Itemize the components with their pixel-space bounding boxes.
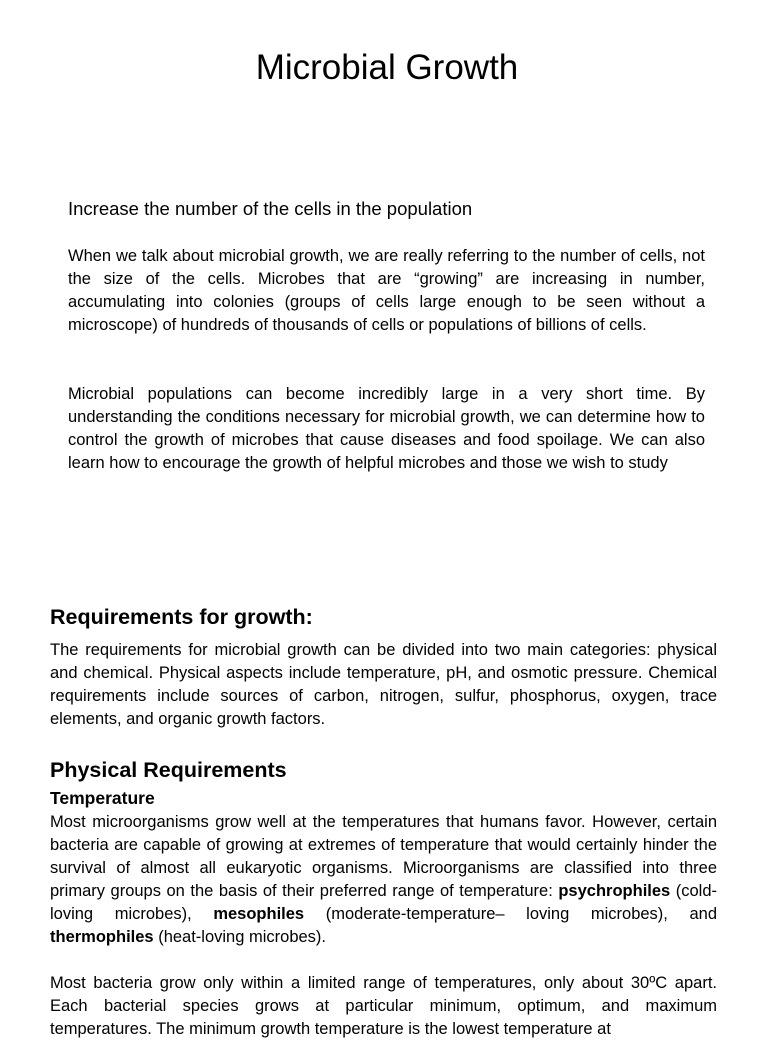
physical-requirements-heading: Physical Requirements bbox=[50, 758, 287, 782]
document-title: Microbial Growth bbox=[255, 48, 519, 87]
term-psychrophiles: psychrophiles bbox=[558, 882, 671, 900]
intro-heading: Increase the number of the cells in the population bbox=[68, 198, 473, 219]
intro-paragraph-1: When we talk about microbial growth, we are really referring to the number of cells, not the size of the cells. Microbes that are “growing” are increasing in number, accumulating into colonies (groups of cells large enough to be seen without a microscope) of hundreds of thousands of cells or populations of billions of cells. bbox=[68, 247, 705, 334]
temperature-text-part-1: Most microorganisms grow well at the temperatures that humans favor. However, certain bacteria are capable of growing at extremes of temperature that would certainly hinder the survival of almost all eukaryotic organisms. Microorganisms are classified into three primary groups on the basis of their preferred range of temperature: bbox=[50, 813, 717, 900]
requirements-paragraph: The requirements for microbial growth can be divided into two main categories: physical and chemical. Physical aspects include temperature, pH, and osmotic pressure. Chemical requirements include sources of carbon, nitrogen, sulfur, phosphorus, oxygen, trace elements, and organic growth factors. bbox=[50, 641, 717, 728]
temperature-heading: Temperature bbox=[50, 788, 155, 808]
term-mesophiles: mesophiles bbox=[213, 905, 305, 923]
temperature-text-part-2: (cold-loving microbes), bbox=[50, 882, 717, 923]
intro-paragraph-2: Microbial populations can become incredibly large in a very short time. By understanding the conditions necessary for microbial growth, we can determine how to control the growth of microbes that cause diseases and food spoilage. We can also learn how to encourage the growth of helpful microbes and those we wish to study bbox=[68, 385, 705, 472]
temperature-text-part-4: (heat-loving microbes). bbox=[153, 928, 327, 946]
term-thermophiles: thermophiles bbox=[50, 928, 154, 946]
temperature-paragraph-1 bbox=[50, 811, 717, 949]
requirements-heading: Requirements for growth: bbox=[50, 605, 313, 629]
temperature-paragraph-2: Most bacteria grow only within a limited range of temperatures, only about 30ºC apart. Each bacterial species grows at particular minimum, optimum, and maximum temperatures. The minimum growth temperature is the lowest temperature at bbox=[50, 974, 717, 1038]
temperature-text-part-3: (moderate-temperature– loving microbes), and bbox=[304, 905, 718, 923]
